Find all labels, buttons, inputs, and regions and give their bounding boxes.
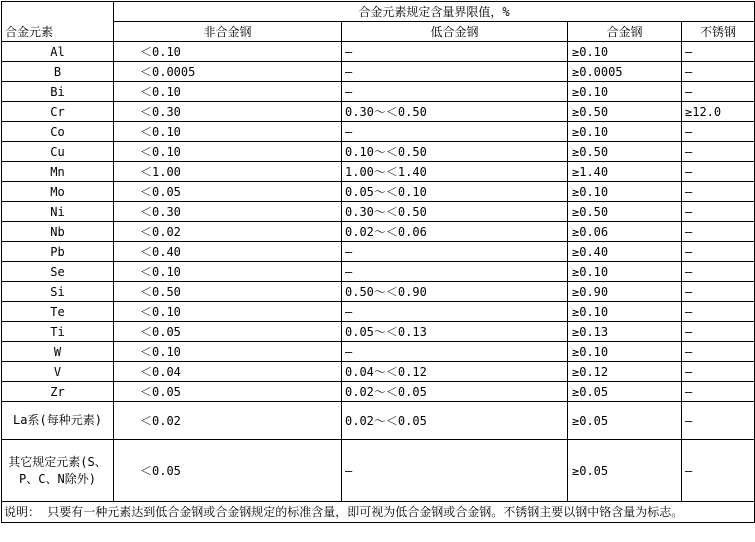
low-alloy-cell: 0.05～＜0.13: [342, 322, 568, 342]
stainless-cell: —: [682, 282, 755, 302]
table-row: [2, 122, 755, 142]
alloy-cell: ≥0.06: [568, 222, 682, 242]
stainless-cell: —: [682, 322, 755, 342]
low-alloy-cell: —: [342, 342, 568, 362]
alloy-cell: ≥0.10: [568, 182, 682, 202]
table-row-la-series: [2, 402, 755, 440]
table-row: [2, 42, 755, 62]
table-row: [2, 342, 755, 362]
table-row: [2, 222, 755, 242]
stainless-cell: —: [682, 122, 755, 142]
non-alloy-cell: ＜0.10: [114, 342, 342, 362]
table-row: [2, 142, 755, 162]
alloy-cell: ≥0.50: [568, 202, 682, 222]
stainless-cell: —: [682, 342, 755, 362]
element-cell: Pb: [2, 242, 114, 262]
table-row: [2, 102, 755, 122]
non-alloy-cell: ＜0.10: [114, 262, 342, 282]
stainless-cell: —: [682, 162, 755, 182]
element-cell: 其它规定元素(S、P、C、N除外): [2, 440, 114, 502]
alloy-cell: ≥0.10: [568, 82, 682, 102]
non-alloy-cell: ＜0.02: [114, 402, 342, 440]
header-limit-title: 合金元素规定含量界限值，%: [114, 2, 755, 22]
table-row: [2, 162, 755, 182]
table-body: [2, 2, 755, 523]
low-alloy-cell: 0.30～＜0.50: [342, 102, 568, 122]
element-cell: La系(每种元素): [2, 402, 114, 440]
element-cell: Bi: [2, 82, 114, 102]
header-alloy-element: 合金元素: [2, 2, 114, 42]
low-alloy-cell: 0.05～＜0.10: [342, 182, 568, 202]
alloy-cell: ≥0.40: [568, 242, 682, 262]
table-row: [2, 282, 755, 302]
header-non-alloy-steel: 非合金钢: [114, 22, 342, 42]
alloy-cell: ≥0.50: [568, 142, 682, 162]
non-alloy-cell: ＜0.05: [114, 382, 342, 402]
note-row: [2, 502, 755, 523]
element-cell: Zr: [2, 382, 114, 402]
element-cell: Co: [2, 122, 114, 142]
non-alloy-cell: ＜0.0005: [114, 62, 342, 82]
alloy-cell: ≥0.10: [568, 42, 682, 62]
stainless-cell: —: [682, 142, 755, 162]
table-row: [2, 242, 755, 262]
low-alloy-cell: —: [342, 122, 568, 142]
low-alloy-cell: 1.00～＜1.40: [342, 162, 568, 182]
non-alloy-cell: ＜0.40: [114, 242, 342, 262]
stainless-cell: —: [682, 82, 755, 102]
non-alloy-cell: ＜0.05: [114, 440, 342, 502]
table-row: [2, 322, 755, 342]
stainless-cell: —: [682, 362, 755, 382]
table-row: [2, 202, 755, 222]
low-alloy-cell: 0.10～＜0.50: [342, 142, 568, 162]
table-note: 说明： 只要有一种元素达到低合金钢或合金钢规定的标准含量，即可视为低合金钢或合金钢。不锈钢主要以钢中铬含量为标志。: [2, 502, 755, 523]
element-cell: Ni: [2, 202, 114, 222]
low-alloy-cell: 0.50～＜0.90: [342, 282, 568, 302]
element-cell: Se: [2, 262, 114, 282]
element-cell: Al: [2, 42, 114, 62]
element-cell: Cu: [2, 142, 114, 162]
element-cell: Si: [2, 282, 114, 302]
alloy-cell: ≥0.13: [568, 322, 682, 342]
stainless-cell: —: [682, 440, 755, 502]
alloy-cell: ≥0.05: [568, 440, 682, 502]
non-alloy-cell: ＜0.04: [114, 362, 342, 382]
non-alloy-cell: ＜0.02: [114, 222, 342, 242]
alloy-cell: ≥0.05: [568, 402, 682, 440]
stainless-cell: ≥12.0: [682, 102, 755, 122]
header-alloy-steel: 合金钢: [568, 22, 682, 42]
element-cell: Cr: [2, 102, 114, 122]
low-alloy-cell: 0.02～＜0.05: [342, 382, 568, 402]
low-alloy-cell: 0.04～＜0.12: [342, 362, 568, 382]
table-row: [2, 302, 755, 322]
header-row-1: [2, 2, 755, 22]
stainless-cell: —: [682, 262, 755, 282]
alloy-cell: ≥0.10: [568, 262, 682, 282]
element-cell: B: [2, 62, 114, 82]
alloy-cell: ≥0.0005: [568, 62, 682, 82]
stainless-cell: —: [682, 202, 755, 222]
alloy-cell: ≥0.90: [568, 282, 682, 302]
low-alloy-cell: 0.02～＜0.06: [342, 222, 568, 242]
header-row-2: [2, 22, 755, 42]
alloy-element-limit-table: [1, 1, 755, 523]
stainless-cell: —: [682, 242, 755, 262]
alloy-cell: ≥0.10: [568, 342, 682, 362]
table-row: [2, 262, 755, 282]
non-alloy-cell: ＜0.30: [114, 202, 342, 222]
non-alloy-cell: ＜0.10: [114, 302, 342, 322]
low-alloy-cell: —: [342, 82, 568, 102]
header-low-alloy-steel: 低合金钢: [342, 22, 568, 42]
alloy-cell: ≥0.05: [568, 382, 682, 402]
low-alloy-cell: —: [342, 440, 568, 502]
non-alloy-cell: ＜0.10: [114, 142, 342, 162]
alloy-cell: ≥0.50: [568, 102, 682, 122]
alloy-cell: ≥0.10: [568, 302, 682, 322]
stainless-cell: —: [682, 402, 755, 440]
low-alloy-cell: —: [342, 62, 568, 82]
stainless-cell: —: [682, 382, 755, 402]
alloy-cell: ≥1.40: [568, 162, 682, 182]
low-alloy-cell: —: [342, 42, 568, 62]
stainless-cell: —: [682, 222, 755, 242]
element-cell: Te: [2, 302, 114, 322]
non-alloy-cell: ＜0.10: [114, 82, 342, 102]
non-alloy-cell: ＜0.05: [114, 322, 342, 342]
non-alloy-cell: ＜0.10: [114, 42, 342, 62]
low-alloy-cell: —: [342, 242, 568, 262]
element-cell: Nb: [2, 222, 114, 242]
table-row-other-elements: [2, 440, 755, 502]
non-alloy-cell: ＜0.05: [114, 182, 342, 202]
alloy-cell: ≥0.12: [568, 362, 682, 382]
header-stainless-steel: 不锈钢: [682, 22, 755, 42]
stainless-cell: —: [682, 302, 755, 322]
element-cell: Ti: [2, 322, 114, 342]
table-row: [2, 362, 755, 382]
element-cell: Mn: [2, 162, 114, 182]
table-row: [2, 82, 755, 102]
non-alloy-cell: ＜0.10: [114, 122, 342, 142]
element-cell: V: [2, 362, 114, 382]
table-row: [2, 62, 755, 82]
low-alloy-cell: —: [342, 302, 568, 322]
stainless-cell: —: [682, 182, 755, 202]
non-alloy-cell: ＜0.50: [114, 282, 342, 302]
table-row: [2, 182, 755, 202]
alloy-cell: ≥0.10: [568, 122, 682, 142]
stainless-cell: —: [682, 42, 755, 62]
non-alloy-cell: ＜1.00: [114, 162, 342, 182]
table-row: [2, 382, 755, 402]
low-alloy-cell: 0.30～＜0.50: [342, 202, 568, 222]
low-alloy-cell: 0.02～＜0.05: [342, 402, 568, 440]
non-alloy-cell: ＜0.30: [114, 102, 342, 122]
low-alloy-cell: —: [342, 262, 568, 282]
element-cell: Mo: [2, 182, 114, 202]
element-cell: W: [2, 342, 114, 362]
stainless-cell: —: [682, 62, 755, 82]
